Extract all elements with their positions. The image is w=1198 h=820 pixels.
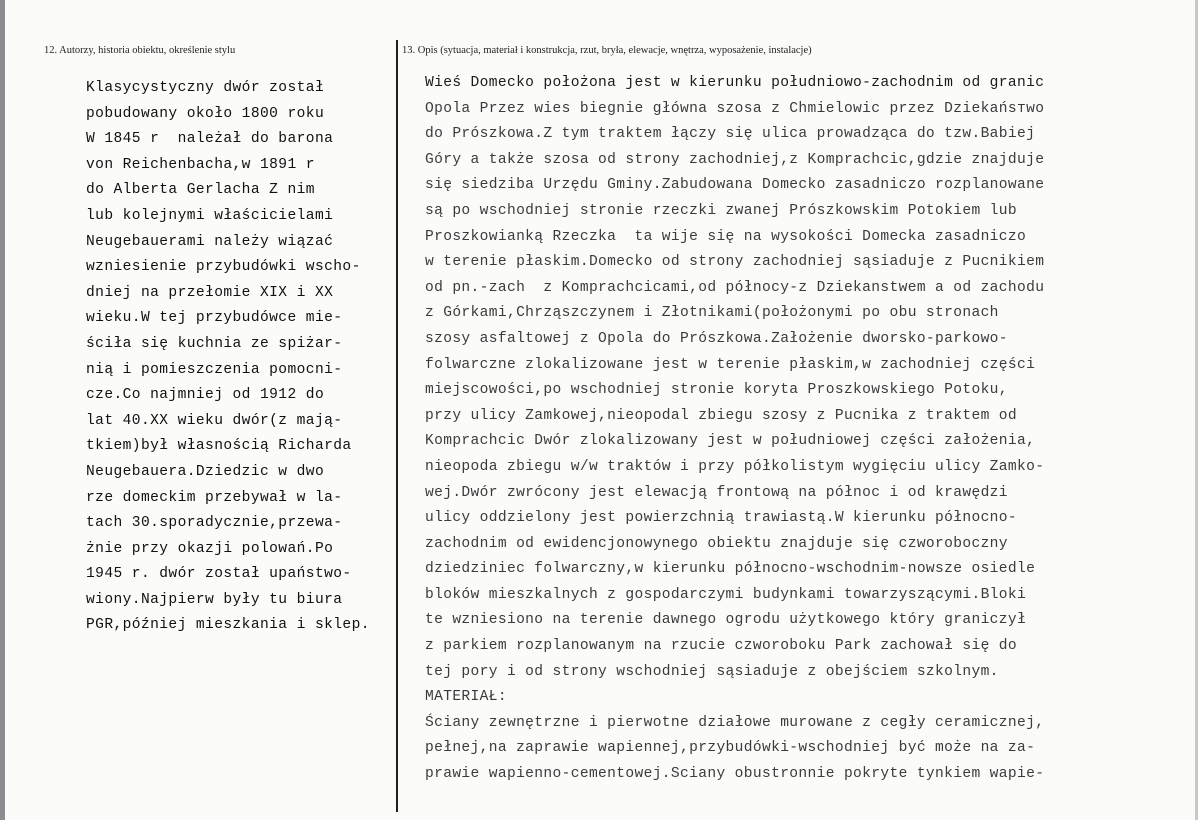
description-text-line: się siedziba Urzędu Gminy.Zabudowana Domecko zasadniczo rozplanowane (425, 177, 1045, 194)
history-text-line: Neugebauera.Dziedzic w dwo (86, 463, 325, 480)
history-text-line: do Alberta Gerlacha Z nim (86, 182, 315, 199)
column-divider (396, 40, 398, 812)
description-text-line: Ściany zewnętrzne i pierwotne działowe murowane z cegły ceramicznej, (425, 714, 1045, 731)
description-text-line: tej pory i od strony wschodniej sąsiaduje z obejściem szkolnym. (425, 663, 999, 680)
history-text-line: żnie przy okazji polowań.Po (86, 540, 334, 557)
history-text-line: W 1845 r należał do barona (86, 131, 334, 148)
description-text-line: miejscowości,po wschodniej stronie koryta Proszkowskiego Potoku, (425, 382, 1008, 399)
description-text-line: wej.Dwór zwrócony jest elewacją frontową na północ i od krawędzi (425, 484, 1008, 501)
history-text-line: cze.Co najmniej od 1912 do (86, 387, 325, 404)
history-text-line: pobudowany około 1800 roku (86, 105, 325, 122)
history-text-line: lat 40.XX wieku dwór(z mają- (86, 412, 343, 429)
description-text-line: są po wschodniej stronie rzeczki zwanej Prószkowskim Potokiem lub (425, 202, 1017, 219)
history-text-line: ściła się kuchnia ze spiżar- (86, 335, 343, 352)
description-text-line: ulicy oddzielony jest powierzchnią trawiastą.W kierunku północno- (425, 510, 1017, 527)
history-text-line: wzniesienie przybudówki wscho- (86, 259, 361, 276)
history-text-line: von Reichenbacha,w 1891 r (86, 156, 315, 173)
history-text-line: tkiem)był własnością Richarda (86, 438, 352, 455)
history-text-line: Neugebauerami należy wiązać (86, 233, 334, 250)
right-section-header: 13. Opis (sytuacja, materiał i konstrukcja, rzut, bryła, elewacje, wnętrza, wyposażenie, instalacje) (402, 45, 812, 56)
history-text-line: rze domeckim przebywał w la- (86, 489, 343, 506)
description-text-line: pełnej,na zaprawie wapiennej,przybudówki-wschodniej być może na za- (425, 740, 1036, 757)
history-text-line: Klasycystyczny dwór został (86, 80, 325, 96)
description-text-line: do Prószkowa.Z tym traktem łączy się ulica prowadząca do tzw.Babiej (425, 126, 1036, 143)
description-text-line: Wieś Domecko położona jest w kierunku południowo-zachodnim od granic (425, 75, 1045, 91)
history-text-line: dniej na przełomie XIX i XX (86, 284, 334, 301)
description-text-line: te wzniesiono na terenie dawnego ogrodu użytkowego który graniczył (425, 612, 1027, 629)
description-text-line: przy ulicy Zamkowej,nieopodal zbiegu szosy z Pucnika z traktem od (425, 407, 1017, 424)
scan-border-left (0, 0, 5, 820)
description-text-line: dziedziniec folwarczny,w kierunku północno-wschodnim-nowsze osiedle (425, 561, 1036, 578)
description-text-line: w terenie płaskim.Domecko od strony zachodniej sąsiaduje z Pucnikiem (425, 254, 1045, 271)
description-text-line: Komprachcic Dwór zlokalizowany jest w południowej części założenia, (425, 433, 1036, 450)
history-text-line: 1945 r. dwór został upaństwo- (86, 566, 352, 583)
description-text-line: z parkiem rozplanowanym na rzucie czworoboku Park zachował się do (425, 638, 1017, 655)
description-text-column (425, 71, 1044, 788)
history-text-line: wiony.Najpierw były tu biura (86, 591, 343, 608)
description-text-line: od pn.-zach z Komprachcicami,od północy-z Dziekanstwem a od zachodu (425, 279, 1045, 296)
history-text-line: tach 30.sporadycznie,przewa- (86, 515, 343, 532)
description-text-line: Proszkowianką Rzeczka ta wije się na wysokości Domecka zasadniczo (425, 228, 1027, 245)
description-text-line: szosy asfaltowej z Opola do Prószkowa.Założenie dworsko-parkowo- (425, 330, 1008, 347)
description-text-line: nieopoda zbiegu w/w traktów i przy półkolistym wygięciu ulicy Zamko- (425, 458, 1045, 475)
description-text-line: z Górkami,Chrząszczynem i Złotnikami(położonymi po obu stronach (425, 305, 999, 322)
description-text-line: folwarczne zlokalizowane jest w terenie płaskim,w zachodniej części (425, 356, 1036, 373)
description-text-line: MATERIAŁ: (425, 689, 507, 706)
description-text-line: bloków mieszkalnych z gospodarczymi budynkami towarzyszącymi.Bloki (425, 586, 1027, 603)
history-text-line: wieku.W tej przybudówce mie- (86, 310, 343, 327)
description-text-line: zachodnim od ewidencjonowynego obiektu znajduje się czworoboczny (425, 535, 1008, 552)
history-text-line: PGR,później mieszkania i sklep. (86, 617, 370, 634)
history-text-line: lub kolejnymi właścicielami (86, 207, 334, 224)
history-text-line: nią i pomieszczenia pomocni- (86, 361, 343, 378)
description-text-line: Góry a także szosa od strony zachodniej,z Komprachcic,gdzie znajduje (425, 151, 1045, 168)
left-section-header: 12. Autorzy, historia obiektu, określenie stylu (44, 45, 236, 56)
description-text-line: Opola Przez wies biegnie główna szosa z Chmielowic przez Dziekańsтwo (425, 100, 1045, 117)
history-text-column (86, 76, 370, 639)
description-text-line: prawie wapienno-cementowej.Sciany obustronnie pokryte tynkiem wapie- (425, 766, 1045, 783)
